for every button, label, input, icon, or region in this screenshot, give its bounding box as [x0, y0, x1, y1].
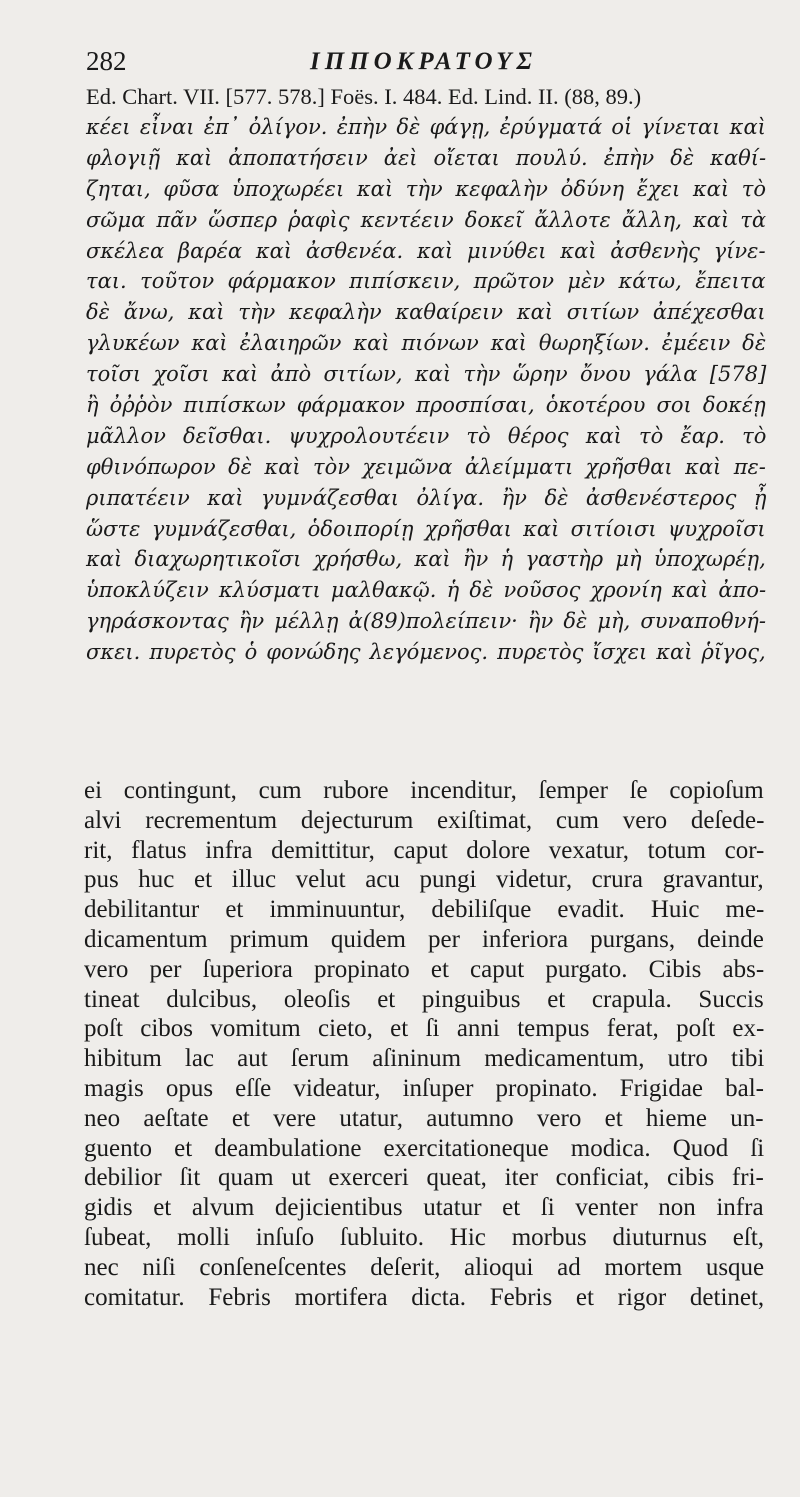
greek-line: σκέλεα βαρέα καὶ ἀσθενέα. καὶ μινύθει καὶ ἀσθενὴς γίνε-	[86, 238, 766, 263]
latin-line: debilior ſit quam ut exerceri queat, iter conficiat, cibis fri-	[84, 1164, 764, 1192]
greek-line: σκει. πυρετὸς ὁ φονώδης λεγόμενος. πυρετὸς ἴσχει καὶ ῥῖγος,	[86, 640, 766, 665]
latin-line: rit, flatus infra demittitur, caput dolore vexatur, totum cor-	[84, 836, 765, 864]
greek-line: γλυκέων καὶ ἐλαιηρῶν καὶ πιόνων καὶ θωρηξίων. ἐμέειν δὲ	[86, 331, 767, 356]
page-number: 282	[86, 46, 127, 76]
greek-line: μᾶλλον δεῖσθαι. ψυχρολουτέειν τὸ θέρος καὶ τὸ ἔαρ. τὸ	[86, 423, 767, 448]
greek-line: ἢ ὀῤῥὸν πιπίσκων φάρμακον προσπίσαι, ὁκοτέρου σοι δοκέῃ	[86, 393, 766, 418]
latin-line: hibitum lac aut ſerum aſininum medicamentum, utro tibi	[84, 1045, 765, 1073]
greek-line: φθινόπωρον δὲ καὶ τὸν χειμῶνα ἀλείμματι χρῆσθαι καὶ πε-	[86, 454, 766, 479]
greek-line: καὶ διαχωρητικοῖσι χρήσθω, καὶ ἢν ἡ γαστὴρ μὴ ὑποχωρέῃ,	[86, 547, 766, 572]
latin-text-block	[84, 776, 764, 1312]
greek-line: δὲ ἄνω, καὶ τὴν κεφαλὴν καθαίρειν καὶ σιτίων ἀπέχεσθαι	[86, 300, 766, 325]
greek-line: ται. τοῦτον φάρμακον πιπίσκειν, πρῶτον μὲν κάτω, ἔπειτα	[86, 269, 766, 294]
greek-line: ζηται, φῦσα ὑποχωρέει καὶ τὴν κεφαλὴν ὀδύνη ἔχει καὶ τὸ	[86, 176, 766, 201]
greek-line: τοῖσι χοῖσι καὶ ἀπὸ σιτίων, καὶ τὴν ὥρην ὄνου γάλα [578]	[86, 362, 767, 387]
latin-line: pus huc et illuc velut acu pungi videtur, crura gravantur,	[84, 866, 764, 894]
latin-line: dicamentum primum quidem per inferiora purgans, deinde	[84, 925, 764, 953]
latin-line: nec niſi conſeneſcentes deſerit, alioqui ad mortem usque	[84, 1253, 765, 1281]
greek-line: ὥστε γυμνάζεσθαι, ὁδοιπορίῃ χρῆσθαι καὶ σιτίοισι ψυχροῖσι	[86, 516, 766, 541]
latin-line: vero per ſuperiora propinato et caput purgato. Cibis abs-	[84, 955, 765, 983]
running-title: ΙΠΠΟΚΡΑΤΟΥΣ	[310, 48, 537, 75]
latin-line: ſubeat, molli inſuſo ſubluito. Hic morbus diuturnus eſt,	[84, 1223, 765, 1251]
page-header	[86, 46, 746, 86]
latin-line: comitatur. Febris mortifera dicta. Febris et rigor detinet,	[84, 1283, 765, 1311]
greek-line: φλογιῇ καὶ ἀποπατήσειν ἀεὶ οἴεται πουλύ. ἐπὴν δὲ καθί-	[86, 145, 767, 170]
latin-line: debilitantur et imminuuntur, debiliſque evadit. Huic me-	[84, 896, 765, 924]
greek-line: γηράσκοντας ἢν μέλλῃ ἀ(89)πολείπειν· ἢν δὲ μὴ, συναποθνή-	[86, 609, 766, 634]
latin-line: poſt cibos vomitum cieto, et ſi anni tempus ferat, poſt ex-	[84, 1015, 765, 1043]
latin-line: alvi recrementum dejecturum exiſtimat, cum vero deſede-	[84, 806, 765, 834]
greek-line: κέει εἶναι ἐπ᾽ ὀλίγον. ἐπὴν δὲ φάγῃ, ἐρύγματά οἱ γίνεται καὶ	[86, 115, 766, 139]
latin-line: ei contingunt, cum rubore incenditur, ſemper ſe copioſum	[84, 777, 764, 804]
greek-line: σῶμα πᾶν ὥσπερ ῥαφὶς κεντέειν δοκεῖ ἄλλοτε ἄλλη, καὶ τὰ	[86, 207, 767, 232]
edition-reference-line: Ed. Chart. VII. [577. 578.] Foës. I. 484. Ed. Lind. II. (88, 89.)	[86, 84, 642, 109]
latin-line: guento et deambulatione exercitationeque modica. Quod ſi	[84, 1134, 765, 1162]
greek-line: ὑποκλύζειν κλύσματι μαλθακῷ. ἡ δὲ νοῦσος χρονίη καὶ ἀπο-	[86, 578, 767, 603]
latin-line: neo aeſtate et vere utatur, autumno vero et hieme un-	[84, 1104, 764, 1132]
greek-line: ριπατέειν καὶ γυμνάζεσθαι ὀλίγα. ἢν δὲ ἀσθενέστερος ᾖ	[86, 485, 767, 510]
latin-line: gidis et alvum dejicientibus utatur et ſi venter non infra	[84, 1194, 764, 1222]
latin-line: tineat dulcibus, oleoſis et pinguibus et crapula. Succis	[84, 985, 764, 1013]
greek-text-block	[86, 112, 766, 668]
latin-line: magis opus eſſe videatur, inſuper propinato. Frigidae bal-	[84, 1074, 764, 1102]
